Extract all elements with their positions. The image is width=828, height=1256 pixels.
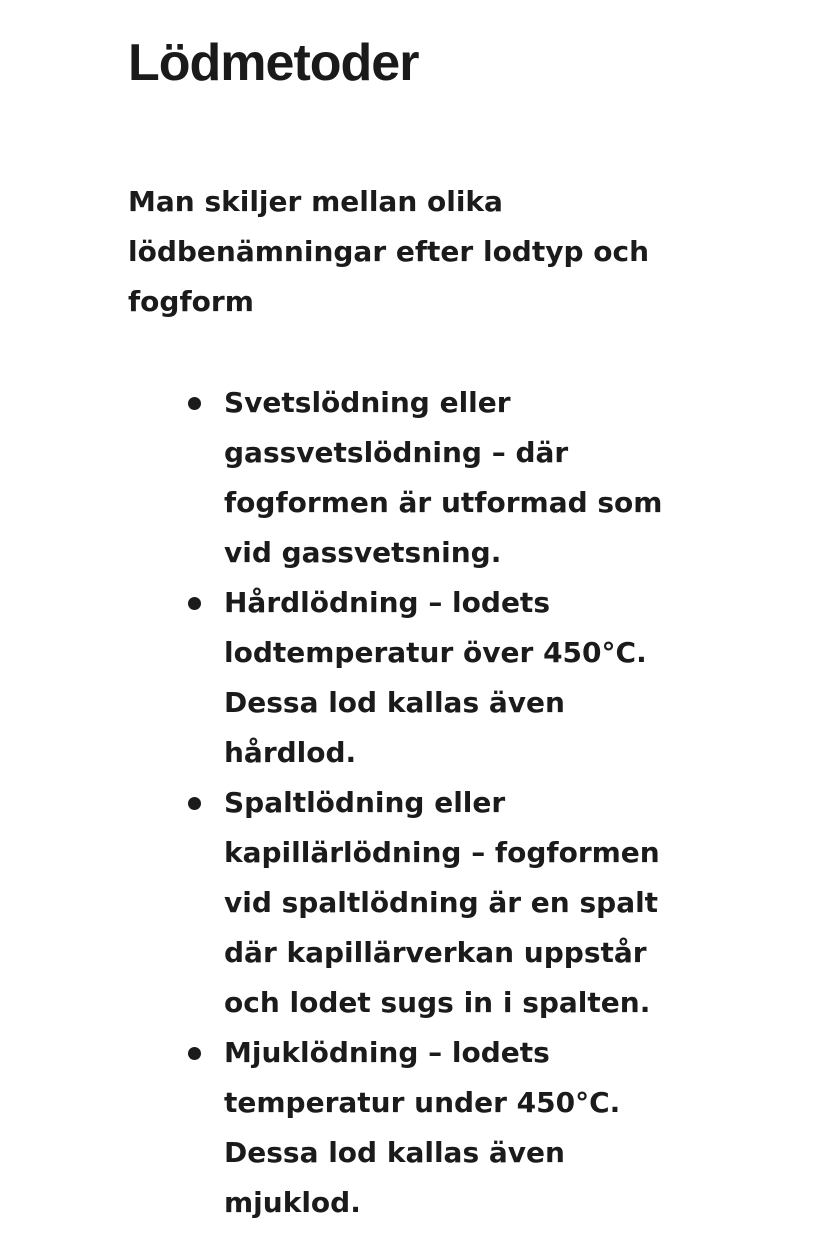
list-item (128, 1028, 708, 1228)
list-item-text: Svetslödning eller gassvetslödning – där fogformen är utformad som vid gassvetsning. (224, 386, 663, 569)
soldering-methods-list (128, 378, 708, 1228)
bullet-icon (188, 597, 201, 610)
bullet-icon (188, 797, 201, 810)
intro-paragraph: Man skiljer mellan olika lödbenämningar efter lodtyp och fogform (128, 185, 650, 318)
list-item-text: Mjuklödning – lodets temperatur under 450°C. Dessa lod kallas även mjuklod. (224, 1036, 621, 1219)
list-item-text: Hårdlödning – lodets lodtemperatur över 450°C. Dessa lod kallas även hårdlod. (224, 586, 647, 769)
list-item (128, 578, 708, 778)
page-title: Lödmetoder (128, 34, 419, 92)
list-item-text: Spaltlödning eller kapillärlödning – fogformen vid spaltlödning är en spalt där kapillärverkan uppstår och lodet sugs in i spalten. (224, 786, 660, 1019)
list-item (128, 378, 708, 578)
bullet-icon (188, 397, 201, 410)
list-item (128, 778, 708, 1028)
bullet-icon (188, 1047, 201, 1060)
